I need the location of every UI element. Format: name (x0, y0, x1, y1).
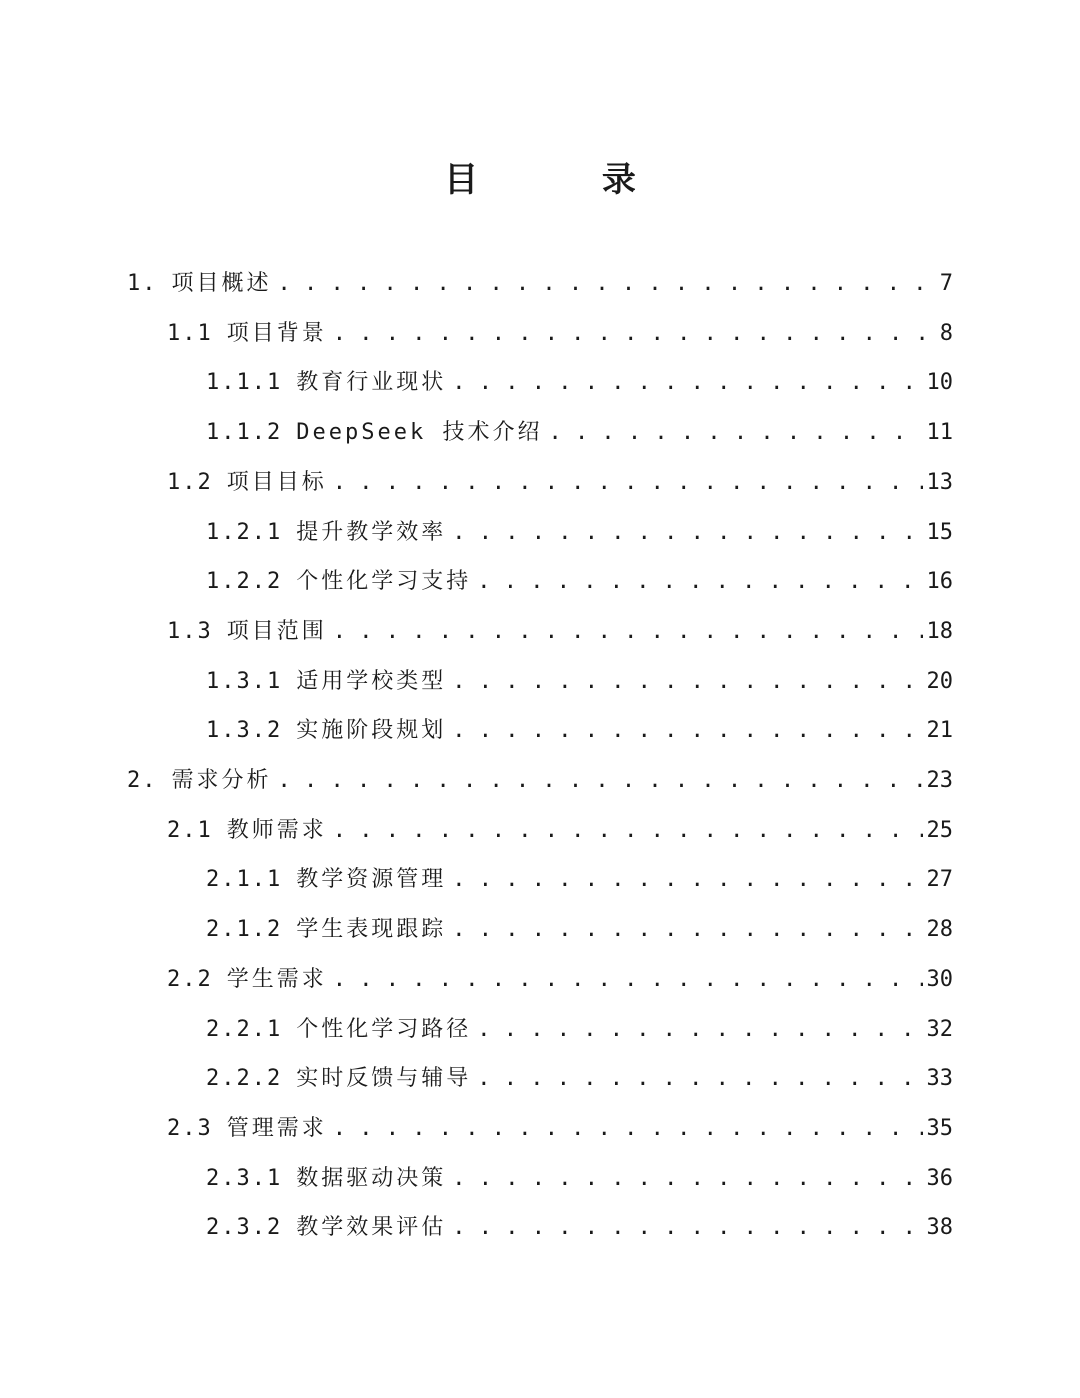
toc-entry-page-number: 27 (926, 867, 953, 893)
toc-entry-page-number: 21 (926, 718, 953, 744)
toc-entry-number: 1.3 (167, 618, 213, 644)
toc-entry-title: DeepSeek 技术介绍 (296, 420, 543, 446)
toc-entry-title: 实施阶段规划 (296, 718, 447, 744)
toc-entry-title: 项目概述 (171, 271, 272, 296)
toc-entry[interactable] (127, 761, 953, 801)
toc-dot-leader (477, 562, 922, 602)
toc-entry[interactable] (206, 1059, 953, 1099)
toc-entry[interactable] (206, 363, 953, 403)
toc-entry[interactable] (167, 811, 953, 851)
toc-dot-leader (333, 960, 923, 1000)
toc-entry[interactable] (167, 960, 953, 1000)
toc-dot-leader (477, 1059, 922, 1099)
toc-entry-title: 学生表现跟踪 (296, 917, 447, 943)
toc-entry-number: 1.2.1 (206, 519, 283, 545)
toc-entry-number: 2.1.2 (206, 917, 283, 943)
toc-entry[interactable] (206, 662, 953, 702)
toc-entry-page-number: 11 (926, 420, 953, 446)
toc-entry[interactable] (127, 264, 953, 304)
toc-entry-page-number: 36 (926, 1165, 953, 1191)
toc-entry-number: 1. (127, 271, 158, 296)
toc-dot-leader (278, 264, 936, 304)
toc-entry[interactable] (167, 463, 953, 503)
toc-entry-page-number: 30 (926, 966, 953, 992)
toc-dot-leader (333, 1109, 923, 1149)
toc-entry-title: 学生需求 (226, 966, 327, 992)
toc-entry-number: 1.1.2 (206, 420, 283, 446)
toc-entry-page-number: 38 (926, 1215, 953, 1241)
toc-dot-leader (452, 662, 922, 702)
toc-entry-title: 个性化学习路径 (296, 1016, 472, 1042)
toc-entry-title: 教学资源管理 (296, 867, 447, 893)
toc-entry-number: 2.3 (167, 1115, 213, 1141)
toc-dot-leader (452, 513, 922, 553)
toc-dot-leader (452, 1159, 922, 1199)
toc-dot-leader (333, 463, 923, 503)
toc-entry-page-number: 18 (926, 618, 953, 644)
toc-entry-page-number: 15 (926, 519, 953, 545)
toc-entry-title: 项目背景 (226, 320, 327, 346)
toc-entry-number: 1.3.2 (206, 718, 283, 744)
toc-entry[interactable] (167, 612, 953, 652)
toc-entry-page-number: 35 (926, 1115, 953, 1141)
toc-entry-number: 2.1.1 (206, 867, 283, 893)
toc-entry-number: 1.3.1 (206, 668, 283, 694)
toc-entry-number: 2.3.2 (206, 1215, 283, 1241)
toc-entry-title: 项目范围 (226, 618, 327, 644)
toc-entry-page-number: 20 (926, 668, 953, 694)
toc-entry-number: 2.2.2 (206, 1066, 283, 1092)
toc-entry-title: 提升教学效率 (296, 519, 447, 545)
toc-entry-title: 教学效果评估 (296, 1215, 447, 1241)
toc-dot-leader (452, 711, 922, 751)
toc-entry-page-number: 13 (926, 469, 953, 495)
toc-entry-page-number: 7 (939, 271, 953, 296)
toc-entry-title: 教育行业现状 (296, 370, 447, 396)
toc-entry-title: 个性化学习支持 (296, 569, 472, 595)
toc-entry-title: 适用学校类型 (296, 668, 447, 694)
toc-entry-number: 2.1 (167, 817, 213, 843)
toc-dot-leader (452, 860, 922, 900)
toc-dot-leader (452, 1208, 922, 1248)
toc-entry-page-number: 8 (939, 320, 953, 346)
toc-dot-leader (278, 761, 923, 801)
toc-entry-number: 2.3.1 (206, 1165, 283, 1191)
toc-entry-page-number: 28 (926, 917, 953, 943)
toc-entry-number: 2.2.1 (206, 1016, 283, 1042)
toc-entry[interactable] (167, 314, 953, 354)
toc-entry-number: 1.2.2 (206, 569, 283, 595)
toc-entry-title: 需求分析 (171, 768, 272, 793)
toc-entry-number: 2. (127, 768, 158, 793)
toc-entry-title: 管理需求 (226, 1115, 327, 1141)
toc-entry[interactable] (206, 413, 953, 453)
toc-entry-page-number: 25 (926, 817, 953, 843)
toc-entry-number: 1.2 (167, 469, 213, 495)
toc-entry[interactable] (206, 1208, 953, 1248)
toc-entry[interactable] (206, 1010, 953, 1050)
toc-dot-leader (548, 413, 922, 453)
toc-entry[interactable] (206, 513, 953, 553)
toc-dot-leader (477, 1010, 922, 1050)
toc-entry-title: 实时反馈与辅导 (296, 1066, 472, 1092)
toc-entry-page-number: 23 (926, 768, 953, 793)
toc-entry[interactable] (206, 711, 953, 751)
toc-entry-title: 教师需求 (226, 817, 327, 843)
toc-entry-page-number: 33 (926, 1066, 953, 1092)
toc-entry[interactable] (206, 910, 953, 950)
toc-entry-page-number: 32 (926, 1016, 953, 1042)
toc-entry-page-number: 16 (926, 569, 953, 595)
toc-entry-title: 数据驱动决策 (296, 1165, 447, 1191)
toc-dot-leader (333, 314, 936, 354)
toc-entry-number: 1.1 (167, 320, 213, 346)
toc-dot-leader (452, 363, 922, 403)
toc-dot-leader (333, 811, 923, 851)
toc-entry[interactable] (206, 1159, 953, 1199)
toc-dot-leader (452, 910, 922, 950)
toc-entry[interactable] (167, 1109, 953, 1149)
toc-entry-title: 项目目标 (226, 469, 327, 495)
page-title: 目 录 (444, 160, 692, 200)
toc-entry-number: 1.1.1 (206, 370, 283, 396)
toc-entry-page-number: 10 (926, 370, 953, 396)
toc-entry[interactable] (206, 562, 953, 602)
toc-entry-number: 2.2 (167, 966, 213, 992)
toc-entry[interactable] (206, 860, 953, 900)
toc-dot-leader (333, 612, 923, 652)
